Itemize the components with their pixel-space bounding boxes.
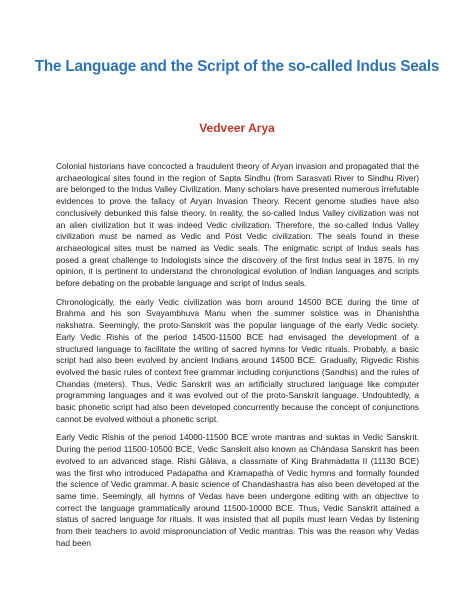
document-title: The Language and the Script of the so-called Indus Seals (34, 58, 440, 75)
author-name: Vedveer Arya (199, 121, 275, 135)
paragraph-1: Colonial historians have concocted a fraudulent theory of Aryan invasion and propagated that the archaeological sites found in the region of Sapta Sindhu (from Sarasvati River to Sindhu River) are belonged to the Indus Valley Civilization. Many scholars have presented numerous irrefutable evidences to prove the fallacy of Aryan Invasion Theory. Recent genome studies have also conclusively debunked this false theory. In reality, the so-called Indus Valley civilization was not an alien civilization but it was indeed Vedic civilization. Therefore, the so-called Indus Valley civilization must be named as Vedic and Post Vedic civilization. The seals found in these archaeological sites must be named as Vedic seals. The enigmatic script of Indus seals has posed a great challenge to Indologists since the discovery of the first Indus seal in 1875. In my opinion, it is pertinent to understand the chronological evolution of Indian languages and scripts before debating on the probable language and script of Indus seals. (56, 161, 419, 289)
paragraph-3: Early Vedic Rishis of the period 14000-11500 BCE wrote mantras and suktas in Vedic Sanskrit. During the period 11500-10500 BCE, Vedic Sanskrit also known as Chāndasa Sanskrit has been evolved to an advanced stage. Rishi Gālava, a classmate of King Brahmadatta II (11130 BCE) was the first who introduced Padapatha and Kramapatha of Vedic hymns and formally founded the science of Vedic grammar. A basic science of Chandashastra has also been developed at the same time. Seemingly, all hymns of Vedas have been undergone editing with an objective to correct the language grammatically around 11500-10000 BCE. Thus, Vedic Sanskrit attained a status of sacred language for rituals. It was insisted that all pupils must learn Vedas by listening from their teachers to avoid mispronunciation of Vedic mantras. This was the reason why Vedas had been (56, 432, 419, 548)
document-body (56, 161, 419, 557)
paragraph-2: Chronologically, the early Vedic civilization was born around 14500 BCE during the time of Brahma and his son Svayambhuva Manu when the summer solstice was in Dhanishtha nakshatra. Seemingly, the proto-Sanskrit was the popular language of the early Vedic society. Early Vedic Rishis of the period 14500-11500 BCE had envisaged the development of a structured language to facilitate the writing of sacred hymns for Vedic rituals. Probably, a basic script had also been evolved by ancient Indians around 14500 BCE. Gradually, Rigvedic Rishis evolved the basic rules of context free grammar including conjunctions (Sandhis) and the rules of Chandas (meters). Thus, Vedic Sanskrit was an artificially structured language like computer programming languages and it was evolved out of the proto-Sanskrit language. Undoubtedly, a basic phonetic script had also been developed concurrently because the concept of conjunctions cannot be evolved without a phonetic script. (56, 296, 419, 424)
